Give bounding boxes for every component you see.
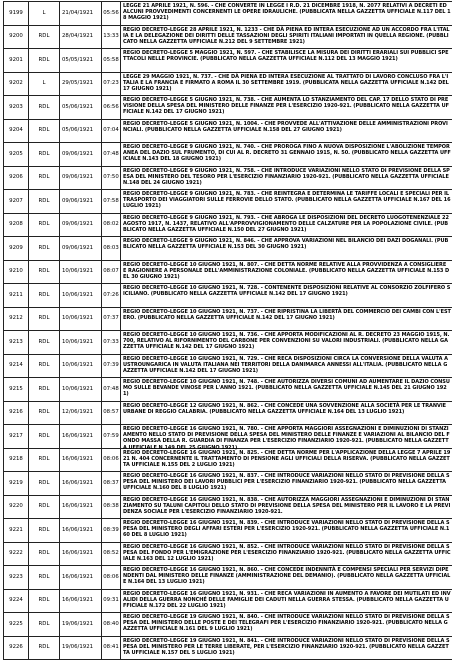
act-description <box>121 590 452 613</box>
act-description <box>121 49 452 72</box>
act-date: 10/06/1921 <box>60 261 102 284</box>
act-date: 05/06/1921 <box>60 120 102 143</box>
record-number: 9199 <box>4 2 29 25</box>
act-type: RDL <box>29 637 60 660</box>
table-row <box>4 590 452 614</box>
act-description <box>121 237 452 260</box>
record-number: 9207 <box>4 190 29 213</box>
record-number: 9221 <box>4 519 29 542</box>
act-description-text: REGIO DECRETO-LEGGE 16 GIUGNO 1921, N. 931. - CHE RECA VARIAZIONI IN AUMENTO A FAVORE DEI MUTILATI ED INVALIDI DELLA GUERRA NONCHÉ DELLE FAMIGLIE DEI CADUTI NELLA GUERRA STESSA. (PUBBLICATO NELLA GAZZETTA UFFICIALE N.172 DEL 22 LUGLIO 1921) <box>123 591 451 610</box>
gazette-ref: 08:03 <box>102 237 121 260</box>
act-description <box>121 26 452 49</box>
gazette-ref: 08:38 <box>102 496 121 519</box>
record-number: 9220 <box>4 496 29 519</box>
gazette-ref: 08:06 <box>102 449 121 472</box>
record-number: 9226 <box>4 637 29 660</box>
act-type: RDL <box>29 261 60 284</box>
table-row <box>4 2 452 26</box>
gazette-ref: 07:26 <box>102 284 121 307</box>
table-row <box>4 402 452 426</box>
record-number: 9219 <box>4 472 29 495</box>
gazette-ref: 08:39 <box>102 519 121 542</box>
gazette-ref: 07:39 <box>102 355 121 378</box>
act-type: RDL <box>29 519 60 542</box>
act-description <box>121 167 452 190</box>
gazette-ref: 08:07 <box>102 261 121 284</box>
act-description-text: REGIO DECRETO-LEGGE 12 GIUGNO 1921, N. 862. - CHE CONCEDE UNA SOVVENZIONE ALLA SOCIETÀ PER LE TRANVIE URBANE DI REGGIO CALABRIA. (PUBBLICATO NELLA GAZZETTA UFFICIALE N.164 DEL 13 LUGLIO 1921) <box>123 403 451 415</box>
record-number: 9214 <box>4 355 29 378</box>
act-description-text: REGIO DECRETO-LEGGE 16 GIUGNO 1921, N. 860. - CHE CONCEDE INDENNITÀ E COMPENSI SPECIALI PER SERVIZI DIPENDENTI DAL MINISTERO DELLE FINANZE (AMMINISTRAZIONE DEL DEMANIO). (PUBBLICATO NELLA GAZZETTA UFFICIALE N.164 DEL 13 LUGLIO 1921) <box>123 567 451 586</box>
act-date: 10/06/1921 <box>60 308 102 331</box>
act-type: L <box>29 2 60 25</box>
act-description-text: REGIO DECRETO-LEGGE 16 GIUGNO 1921, N. 780. - CHE APPORTA MAGGIORI ASSEGNAZIONI E DIMINUZIONI DI STANZIAMENTO NELLO STATO DI PREVISIONE DELLA SPESA DEL MINISTERO DELLE FINANZE E VARIAZIONI AL BILANCIO DEL FONDO MASSA DELLA R. GUARDIA DI FINANZA PER L'ESERCIZIO FINANZIARIO 1920-921. (PUBBLICATO NELLA GAZZETTA UFFICIALE N.149 DEL 25 GIUGNO 1921) <box>123 426 451 451</box>
act-description-text: REGIO DECRETO-LEGGE 10 GIUGNO 1921, N. 729. - CHE RECA DISPOSIZIONI CIRCA LA CONVERSIONE DELLA VALUTA AUSTROUNGARICA IN VALUTA ITALIANA NEI TERRITORI DELLA DANIMARCA ANNESSI ALL'ITALIA. (PUBBLICATO NELLA GAZZETTA UFFICIALE N.142 DEL 17 GIUGNO 1921) <box>123 356 451 375</box>
act-date: 28/04/1921 <box>60 26 102 49</box>
act-type: RDL <box>29 425 60 448</box>
act-date: 10/06/1921 <box>60 284 102 307</box>
gazette-ref: 07:48 <box>102 143 121 166</box>
act-description-text: REGIO DECRETO-LEGGE 5 GIUGNO 1921, N. 1004. - CHE PROVVEDE ALL'ATTIVAZIONE DELLE AMMINISTRAZIONI PROVINCIALI. (PUBBLICATO NELLA GAZZETTA UFFICIALE N.158 DEL 27 GIUGNO 1921) <box>123 121 451 133</box>
act-date: 16/06/1921 <box>60 519 102 542</box>
gazette-ref: 07:04 <box>102 120 121 143</box>
table-row <box>4 96 452 120</box>
table-row <box>4 637 452 660</box>
act-description <box>121 425 452 448</box>
table-row <box>4 449 452 473</box>
act-type: RDL <box>29 214 60 237</box>
table-row <box>4 519 452 543</box>
record-number: 9212 <box>4 308 29 331</box>
record-number: 9210 <box>4 261 29 284</box>
act-description-text: REGIO DECRETO-LEGGE 10 GIUGNO 1921, N. 728. - CONTENENTE DISPOSIZIONI RELATIVE AL CONSORZIO ZOLFIFERO SICILIANO. (PUBBLICATO NELLA GAZZETTA UFFICIALE N.142 DEL 17 GIUGNO 1921) <box>123 285 451 297</box>
table-row <box>4 613 452 637</box>
act-date: 09/06/1921 <box>60 237 102 260</box>
gazette-ref: 08:37 <box>102 472 121 495</box>
table-row <box>4 120 452 144</box>
record-number: 9218 <box>4 449 29 472</box>
act-description-text: REGIO DECRETO-LEGGE 19 GIUGNO 1921, N. 841. - CHE INTRODUCE VARIAZIONI NELLO STATO DI PREVISIONE DELLA SPESA DEL MINISTERO PER LE TERRE LIBERATE, PER L'ESERCIZIO FINANZIARIO 1920-921. (PUBBLICATO NELLA GAZZETTA UFFICIALE N.157 DEL 5 LUGLIO 1921) <box>123 638 451 657</box>
act-description-text: REGIO DECRETO-LEGGE 16 GIUGNO 1921, N. 837. - CHE INTRODUCE VARIAZIONI NELLO STATO DI PREVISIONE DELLA SPESA DEL MINISTERO DEI LAVORI PUBBLICI PER L'ESERCIZIO FINANZIARIO 1920-921. (PUBBLICATO NELLA GAZZETTA UFFICIALE N.160 DEL 8 LUGLIO 1921) <box>123 473 451 492</box>
act-description-text: REGIO DECRETO-LEGGE 9 GIUGNO 1921, N. 793. - CHE ABROGA LE DISPOSIZIONI DEL DECRETO LUOGOTENENZIALE 22 AGOSTO 1917, N. 1437, RELATIVO ALL'APPROVVIGIONAMENTO DELLE CALZATURE PER LA POPOLAZIONE CIVILE. (PUBBLICATO NELLA GAZZETTA UFFICIALE N.150 DEL 27 GIUGNO 1921) <box>123 215 451 234</box>
gazette-ref: 07:59 <box>102 425 121 448</box>
act-description <box>121 214 452 237</box>
record-number: 9216 <box>4 402 29 425</box>
record-number: 9205 <box>4 143 29 166</box>
act-type: RDL <box>29 613 60 636</box>
table-row <box>4 284 452 308</box>
act-description-text: REGIO DECRETO-LEGGE 28 APRILE 1921, N. 1233 - CHE DÀ PIENA ED INTERA ESECUZIONE AD UN ACCORDO FRA L'ITALIA E LA DELEGAZIONE DEI DIRITTI DELLE TASSAZIONI DEGLI SPIRITI ITALIANI IMPORTATI IN QUELLA REGIONE. (PUBBLICATO NELLA GAZZETTA UFFICIALE N.212 DEL 9 SETTEMBRE 1921) <box>123 27 451 46</box>
act-date: 12/06/1921 <box>60 402 102 425</box>
record-number: 9208 <box>4 214 29 237</box>
act-date: 10/06/1921 <box>60 331 102 354</box>
act-date: 19/06/1921 <box>60 637 102 660</box>
act-type: RDL <box>29 143 60 166</box>
act-date: 19/06/1921 <box>60 613 102 636</box>
act-description <box>121 284 452 307</box>
table-row <box>4 49 452 73</box>
act-description <box>121 73 452 96</box>
gazette-ref: 06:56 <box>102 96 121 119</box>
record-number: 9211 <box>4 284 29 307</box>
record-number: 9201 <box>4 49 29 72</box>
table-row <box>4 378 452 402</box>
act-type: RDL <box>29 120 60 143</box>
table-row <box>4 496 452 520</box>
gazette-ref: 08:41 <box>102 637 121 660</box>
gazette-ref: 07:23 <box>102 73 121 96</box>
record-number: 9206 <box>4 167 29 190</box>
act-type: RDL <box>29 355 60 378</box>
act-type: RDL <box>29 543 60 566</box>
act-description <box>121 143 452 166</box>
act-type: RDL <box>29 378 60 401</box>
gazette-ref: 08:02 <box>102 214 121 237</box>
act-description <box>121 378 452 401</box>
act-description-text: REGIO DECRETO-LEGGE 16 GIUGNO 1921, N. 838. - CHE AUTORIZZA MAGGIORI ASSEGNAZIONI E DIMINUZIONI DI STANZIAMENTO SU TALUNI CAPITOLI DELLO STATO DI PREVISIONE DELLA SPESA DEL MINISTERO PER IL LAVORO E LA PREVIDENZA SOCIALE PER L'ESERCIZIO FINANZIARIO 1920-921. <box>123 497 451 516</box>
act-description-text: REGIO DECRETO-LEGGE 9 GIUGNO 1921, N. 758. - CHE INTRODUCE VARIAZIONI NELLO STATO DI PREVISIONE DELLA SPESA DEL MINISTERO DEL TESORO PER L'ESERCIZIO FINANZIARIO 1920-921. (PUBBLICATO NELLA GAZZETTA UFFICIALE N.148 DEL 24 GIUGNO 1921) <box>123 168 451 187</box>
record-number: 9200 <box>4 26 29 49</box>
gazette-ref: 07:33 <box>102 331 121 354</box>
record-number: 9222 <box>4 543 29 566</box>
act-type: RDL <box>29 590 60 613</box>
act-date: 16/06/1921 <box>60 449 102 472</box>
table-row <box>4 543 452 567</box>
record-number: 9225 <box>4 613 29 636</box>
table-row <box>4 261 452 285</box>
act-description-text: REGIO DECRETO-LEGGE 16 GIUGNO 1921, N. 852. - CHE INTRODUCE VARIAZIONI NELLO STATO DI PREVISIONE DELLA SPESA DEL FONDO PER L'EMIGRAZIONE PER L'ESERCIZIO FINANZIARIO 1920-921. (PUBBLICATO NELLA GAZZETTA UFFICIALE N.163 DEL 12 LUGLIO 1921) <box>123 544 451 563</box>
act-description-text: REGIO DECRETO-LEGGE 10 GIUGNO 1921, N. 807. - CHE DETTA NORME RELATIVE ALLA PROVVIDENZA A CONSIGLIERE E RAGIONIERE A PERSONALE DELL'AMMINISTRAZIONE COLONIALE. (PUBBLICATO NELLA GAZZETTA UFFICIALE N.153 DEL 30 GIUGNO 1921) <box>123 262 451 281</box>
act-description-text: REGIO DECRETO-LEGGE 9 GIUGNO 1921, N. 846. - CHE APPROVA VARIAZIONI NEL BILANCIO DEI DAZI DOGANALI. (PUBBLICATO NELLA GAZZETTA UFFICIALE N.153 DEL 30 GIUGNO 1921) <box>123 238 451 250</box>
record-number: 9213 <box>4 331 29 354</box>
gazette-ref: 08:57 <box>102 402 121 425</box>
act-description-text: REGIO DECRETO-LEGGE 10 GIUGNO 1921, N. 736. - CHE APPORTA MODIFICAZIONI AL R. DECRETO 23 MAGGIO 1915, N. 700, RELATIVO AL RIFORNIMENTO DEL CARBONE PER CONVENZIONI SU VALORI INDUSTRIALI. (PUBBLICATO NELLA GAZZETTA UFFICIALE N.142 DEL 17 GIUGNO 1921) <box>123 332 451 351</box>
act-date: 16/06/1921 <box>60 425 102 448</box>
act-description <box>121 613 452 636</box>
act-description-text: REGIO DECRETO-LEGGE 5 MAGGIO 1921, N. 597. - CHE STABILISCE LA MISURA DEI DIRITTI ERARIALI SUI PUBBLICI SPETTACOLI NELLE PROVINCIE. (PUBBLICATO NELLA GAZZETTA UFFICIALE N.112 DEL 13 MAGGIO 1921) <box>123 50 451 62</box>
act-type: RDL <box>29 566 60 589</box>
act-type: RDL <box>29 331 60 354</box>
act-date: 09/06/1921 <box>60 143 102 166</box>
act-date: 16/06/1921 <box>60 472 102 495</box>
record-number: 9215 <box>4 378 29 401</box>
act-description-text: REGIO DECRETO-LEGGE 16 GIUGNO 1921, N. 825. - CHE DETTA NORME PER L'APPLICAZIONE DELLA LEGGE 7 APRILE 1921 N. 404 CONCERNENTE IL TRATTAMENTO DI PENSIONE AGLI UFFICIALI DELLA RISERVA. (PUBBLICATO NELLA GAZZETTA UFFICIALE N.155 DEL 2 LUGLIO 1921) <box>123 450 451 469</box>
act-description-text: REGIO DECRETO-LEGGE 9 GIUGNO 1921, N. 740. - CHE PROROGA FINO A NUOVA DISPOSIZIONE L'ABOLIZIONE TEMPORANEA DEL DAZIO SUL FRUMENTO, DI CUI AL R. DECRETO 31 GENNAIO 1915, N. 50. (PUBBLICATO NELLA GAZZETTA UFFICIALE N.143 DEL 18 GIUGNO 1921) <box>123 144 451 163</box>
record-number: 9223 <box>4 566 29 589</box>
act-description <box>121 2 452 25</box>
act-description <box>121 190 452 213</box>
table-row <box>4 214 452 238</box>
act-date: 16/06/1921 <box>60 590 102 613</box>
act-description <box>121 120 452 143</box>
act-description <box>121 496 452 519</box>
gazette-ref: 13:33 <box>102 26 121 49</box>
act-description <box>121 331 452 354</box>
act-date: 16/06/1921 <box>60 543 102 566</box>
act-description <box>121 261 452 284</box>
record-number: 9209 <box>4 237 29 260</box>
record-number: 9224 <box>4 590 29 613</box>
gazette-ref: 08:06 <box>102 566 121 589</box>
gazette-ref: 05:56 <box>102 2 121 25</box>
gazette-ref: 05:58 <box>102 49 121 72</box>
table-row <box>4 167 452 191</box>
act-description <box>121 519 452 542</box>
table-row <box>4 566 452 590</box>
gazette-ref: 07:50 <box>102 167 121 190</box>
act-date: 05/05/1921 <box>60 49 102 72</box>
act-description-text: REGIO DECRETO-LEGGE 5 GIUGNO 1921, N. 738. - CHE AUMENTA LO STANZIAMENTO DEL CAP. 17 DELLO STATO DI PREVISIONE DELLA SPESA DEL MINISTERO DELLE FINANZE PER L'ESERCIZIO 1920-921. (PUBBLICATO NELLA GAZZETTA UFFICIALE N.142 DEL 17 GIUGNO 1921) <box>123 97 451 116</box>
act-type: RDL <box>29 308 60 331</box>
table-row <box>4 190 452 214</box>
act-description <box>121 308 452 331</box>
act-type: RDL <box>29 449 60 472</box>
table-row <box>4 26 452 50</box>
act-description <box>121 355 452 378</box>
act-type: RDL <box>29 167 60 190</box>
table-row <box>4 143 452 167</box>
act-date: 29/05/1921 <box>60 73 102 96</box>
act-date: 10/06/1921 <box>60 378 102 401</box>
act-type: RDL <box>29 237 60 260</box>
act-description <box>121 566 452 589</box>
act-type: RDL <box>29 472 60 495</box>
gazette-ref: 08:52 <box>102 543 121 566</box>
act-description <box>121 402 452 425</box>
table-row <box>4 472 452 496</box>
act-description-text: REGIO DECRETO-LEGGE 16 GIUGNO 1921, N. 839. - CHE INTRODUCE VARIAZIONI NELLO STATO DI PREVISIONE DELLA SPESA DEL MINISTERO DEGLI AFFARI ESTERI PER L'ESERCIZIO 1920-921. (PUBBLICATO NELLA GAZZETTA UFFICIALE N.160 DEL 8 LUGLIO 1921) <box>123 520 451 539</box>
act-date: 21/04/1921 <box>60 2 102 25</box>
act-description-text: REGIO DECRETO-LEGGE 10 GIUGNO 1921, N. 748. - CHE AUTORIZZA DIVERSI COMUNI AD AUMENTARE IL DAZIO CONSUMO SULLE BEVANDE VINOSE PER L'ANNO 1921. (PUBBLICATO NELLA GAZZETTA UFFICIALE N.145 DEL 21 GIUGNO 1921) <box>123 379 451 398</box>
act-description <box>121 472 452 495</box>
act-type: RDL <box>29 49 60 72</box>
act-type: RDL <box>29 284 60 307</box>
act-type: RDL <box>29 496 60 519</box>
act-description <box>121 637 452 660</box>
table-row <box>4 237 452 261</box>
act-type: RDL <box>29 190 60 213</box>
act-description <box>121 96 452 119</box>
act-date: 16/06/1921 <box>60 496 102 519</box>
act-date: 09/06/1921 <box>60 214 102 237</box>
act-type: L <box>29 73 60 96</box>
table-row <box>4 425 452 449</box>
act-type: RDL <box>29 402 60 425</box>
act-description <box>121 543 452 566</box>
gazette-ref: 07:37 <box>102 308 121 331</box>
table-row <box>4 308 452 332</box>
act-description-text: LEGGE 21 APRILE 1921, N. 596. - CHE CONVERTE IN LEGGE I R.D. 21 DICEMBRE 1918, N. 2077 RELATIVI A DECRETI ED ALCUNI PROVVEDIMENTI CONCERNENTI LE OPERE IDRAULICHE. (PUBBLICATA NELLA GAZZETTA UFFICIALE N.117 DEL 18 MAGGIO 1921) <box>123 3 451 22</box>
table-row <box>4 355 452 379</box>
act-date: 16/06/1921 <box>60 566 102 589</box>
act-date: 05/06/1921 <box>60 96 102 119</box>
gazette-ref: 09:31 <box>102 590 121 613</box>
record-number: 9202 <box>4 73 29 96</box>
gazette-ref: 07:48 <box>102 378 121 401</box>
act-description-text: REGIO DECRETO-LEGGE 9 GIUGNO 1921, N. 783. - CHE REINTEGRA E DETERMINA LE TARIFFE LOCALI E SPECIALI PER IL TRASPORTO DEI VIAGGIATORI SULLE FERROVIE DELLO STATO. (PUBBLICATO NELLA GAZZETTA UFFICIALE N.167 DEL 16 LUGLIO 1921) <box>123 191 451 210</box>
gazette-ref: 07:58 <box>102 190 121 213</box>
act-date: 10/06/1921 <box>60 355 102 378</box>
record-number: 9204 <box>4 120 29 143</box>
gazette-ref: 08:40 <box>102 613 121 636</box>
act-type: RDL <box>29 26 60 49</box>
act-date: 09/06/1921 <box>60 167 102 190</box>
table-row <box>4 331 452 355</box>
act-description-text: LEGGE 29 MAGGIO 1921, N. 737. - CHE DÀ PIENA ED INTERA ESECUZIONE AL TRATTATO DI LAVORO CONCLUSO FRA L'ITALIA E LA FRANCIA E FIRMATO A ROMA IL 30 SETTEMBRE 1919. (PUBBLICATA NELLA GAZZETTA UFFICIALE N.142 DEL 17 GIUGNO 1921) <box>123 74 451 93</box>
act-date: 09/06/1921 <box>60 190 102 213</box>
record-number: 9203 <box>4 96 29 119</box>
table-row <box>4 73 452 97</box>
act-description-text: REGIO DECRETO-LEGGE 10 GIUGNO 1921, N. 737. - CHE RIPRISTINA LA LIBERTÀ DEL COMMERCIO DEI CAMBI CON L'ESTERO. (PUBBLICATO NELLA GAZZETTA UFFICIALE N.142 DEL 17 GIUGNO 1921) <box>123 309 451 321</box>
record-number: 9217 <box>4 425 29 448</box>
act-type: RDL <box>29 96 60 119</box>
act-description-text: REGIO DECRETO-LEGGE 19 GIUGNO 1921, N. 840. - CHE INTRODUCE VARIAZIONI NELLO STATO DI PREVISIONE DELLA SPESA DEL MINISTERO DELLE POSTE E DEI TELEGRAFI PER L'ESERCIZIO FINANZIARIO 1920-921. (PUBBLICATO NELLA GAZZETTA UFFICIALE N.161 DEL 9 LUGLIO 1921) <box>123 614 451 633</box>
act-description <box>121 449 452 472</box>
decree-table <box>3 1 452 660</box>
